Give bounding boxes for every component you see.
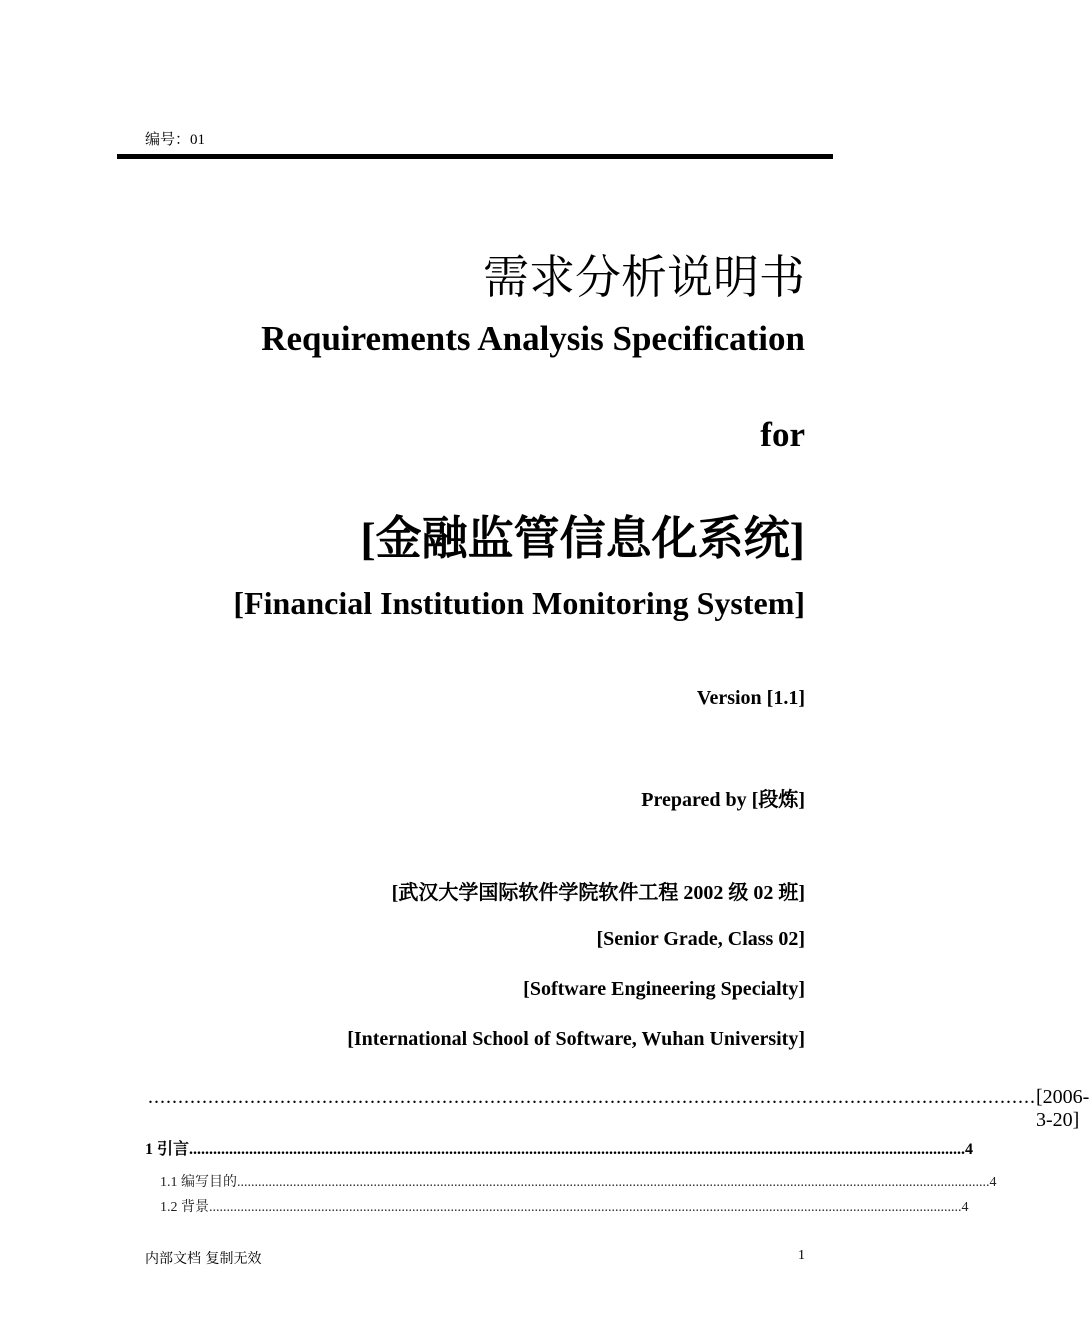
title-for: for	[760, 415, 805, 454]
toc-label: 1 引言	[145, 1141, 190, 1158]
page-number: 1	[798, 1248, 805, 1263]
title-chinese: 需求分析说明书	[483, 250, 805, 304]
system-name-english: [Financial Institution Monitoring System]	[233, 585, 805, 621]
toc-entry[interactable]	[145, 1136, 974, 1159]
toc-entry[interactable]	[160, 1171, 997, 1191]
affiliation-grade: [Senior Grade, Class 02]	[596, 928, 805, 950]
date-line	[148, 1086, 1089, 1132]
version-label: Version [1.1]	[696, 687, 805, 709]
document-date: [2006-3-20]	[1036, 1086, 1089, 1131]
prepared-by: Prepared by [段炼]	[641, 789, 805, 811]
affiliation-specialty: [Software Engineering Specialty]	[523, 978, 805, 1000]
document-number: 编号：01	[145, 132, 206, 148]
header-rule	[117, 154, 833, 159]
toc-leader: .......................................................................................................................................................................................................................	[237, 1175, 990, 1190]
leader-dots: ....................................................................................................................................................	[148, 1086, 1036, 1108]
title-english: Requirements Analysis Specification	[261, 319, 805, 358]
toc-leader: .......................................................................................................................................................................................................................	[209, 1200, 962, 1215]
affiliation-school: [International School of Software, Wuhan University]	[347, 1028, 805, 1050]
toc-leader: ..................................................................................................................................................................................................	[189, 1141, 966, 1158]
toc-page: 4	[989, 1175, 997, 1190]
toc-label: 1.2 背景	[160, 1200, 209, 1215]
system-name-chinese: [金融监管信息化系统]	[360, 513, 805, 564]
toc-label: 1.1 编写目的	[160, 1175, 237, 1190]
toc-page: 4	[965, 1141, 974, 1158]
toc-page: 4	[961, 1200, 969, 1215]
toc-entry[interactable]	[160, 1196, 969, 1216]
affiliation-chinese: [武汉大学国际软件学院软件工程 2002 级 02 班]	[391, 882, 805, 904]
footer-notice: 内部文档 复制无效	[145, 1251, 262, 1267]
